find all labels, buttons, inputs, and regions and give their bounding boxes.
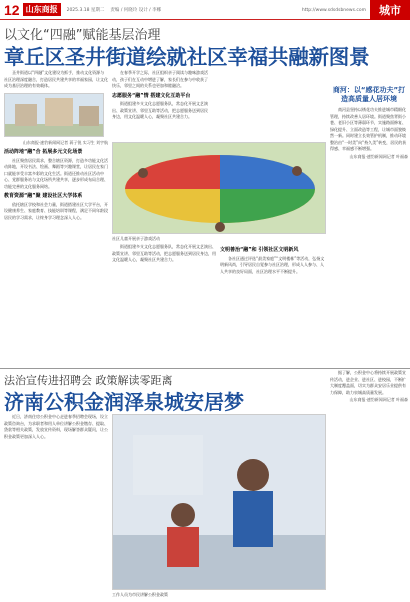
bottom-story-headline: 济南公积金润泽泉城安居梦: [4, 390, 244, 414]
volunteer-column: [112, 244, 216, 366]
bottom-photo-caption: 工作人员为市民讲解公积金政策: [112, 592, 168, 597]
bottom-story-left-column: [4, 414, 108, 598]
body-volunteer: 街道组建多支文化志愿服务队，常态化开展文艺演出、政策宣讲、邻里互助等活动，把志愿服务送到居民身边，用文化温暖人心，凝聚社区共建合力。: [112, 101, 208, 119]
website-url[interactable]: http://www.sdsdsbnews.com: [301, 8, 366, 13]
sidebar-byline: 山东商报·速豹新闻网记者 叶福森: [349, 153, 408, 159]
subhead-education: 教育资源“融”聚 建设社区大学体系: [4, 193, 83, 199]
bottom-story-kicker: 法治宣传进招聘会 政策解读零距离: [4, 374, 173, 387]
subhead-activity: 活动阵地“融”合 拓展多元文化场景: [4, 149, 83, 155]
body-parent-child: 在春季开学之际，社区组织亲子阅读与趣味游戏活动，孩子们在互动中增进了解，家长们在参与中收获了快乐，邻里之间的关系也更加和睦融洽。: [112, 70, 208, 88]
sidebar-story: [330, 86, 408, 366]
bottom-story-right-body: 据了解，公积金中心将持续开展政策宣传活动，进企业、进社区、进校园，不断扩大制度覆盖面，切实为群众安居乐业提供有力保障，助力泉城高质量发展。: [330, 370, 406, 395]
top-story-headline: 章丘区圣井街道绘就社区幸福共融新图景: [4, 45, 370, 69]
subhead-civility: 文明善治“融”和 引领社区文明新风: [220, 247, 299, 253]
top-story-left-column: [4, 70, 108, 366]
bottom-story-body: 近日，济南住房公积金中心走进春季招聘会现场，设立政策咨询台，为求职者和用人单位讲解公积金缴存、提取、贷款等相关政策，发放宣传资料，现场解答群众疑问，让公积金政策更加深入人心。: [4, 414, 108, 439]
body-activity: 社区聚焦居民需求，整合辖区资源，打造多功能文化活动阵地，开设书法、绘画、舞蹈等兴趣课堂，让居民在家门口就能享受丰富多彩的文化生活。街道还推动社区活动中心、党群服务站与文化场所共建共享，逐步形成布局合理、功能完善的文化服务网络。: [4, 157, 108, 189]
photo-caption: 社区儿童开展亲子游戏活动: [112, 236, 160, 241]
page-number: 12: [4, 1, 20, 18]
body-volunteer-continued: 街道组建多支文化志愿服务队，常态化开展文艺演出、政策宣讲、邻里互助等活动，把志愿服务送到居民身边，用文化温暖人心，凝聚社区共建合力。: [112, 244, 216, 262]
sidebar-body: 商河县坚持以绣花功夫推进城市精细化管理，持续改善人居环境。街道聚焦背街小巷、老旧小区等薄弱环节，实施路面修复、绿化提升、立面改造等工程，让城市面貌焕然一新。同时建立长效管护机制，推动环境整治由“一时美”向“持久美”转变，居民的获得感、幸福感不断增强。: [330, 107, 407, 151]
section-label: 城市: [370, 0, 410, 20]
job-fair-illustration: [113, 415, 326, 590]
section-divider: [0, 368, 410, 369]
parachute-game-photo: [112, 142, 326, 234]
lead-paragraph: 圣井街道以“四融”文化建设为抓手，推动文化资源与社区治理深度融合，打造居民共建共享的幸福家园，让文化成为基层治理的有效载体。: [4, 70, 108, 88]
body-education: 依托辖区学校和社会力量，街道搭建社区大学平台，开设健康养生、家庭教育、技能培训等课程，满足不同年龄段居民的学习需求，让终身学习理念深入人心。: [4, 201, 108, 220]
top-story-byline: 山东商报·速豹新闻网记者 蒋子锐 实习生 刘宇航: [22, 139, 108, 145]
masthead: [0, 0, 410, 20]
sidebar-headline: 商河：以“感花功夫”打造高质量人居环境: [332, 86, 406, 103]
job-fair-photo: [112, 414, 326, 590]
subhead-volunteer: 志愿服务“融”情 搭建文化互助平台: [112, 92, 191, 99]
building-illustration: [5, 94, 104, 137]
building-photo: [4, 93, 104, 137]
bottom-story-right-column: [330, 370, 408, 598]
civility-column: [220, 244, 326, 366]
top-story-kicker: 以文化“四融”赋能基层治理: [4, 28, 161, 43]
newspaper-logo: 山东商报: [23, 3, 61, 16]
body-civility: 各社区通过评选“最美家庭”“文明楼栋”等活动，弘扬文明新风尚，引导居民自觉参与社区治理，形成人人参与、人人共享的良好局面，社区治理水平不断提升。: [220, 255, 325, 274]
parachute-illustration: [113, 143, 326, 234]
issue-date: 2025.3.18 星期二: [66, 7, 105, 13]
bottom-story-byline: 山东商报·速豹新闻网记者 叶福森: [349, 397, 408, 402]
editor-credit: 责编 / 何晓玲 设计 / 李娜: [110, 7, 162, 13]
